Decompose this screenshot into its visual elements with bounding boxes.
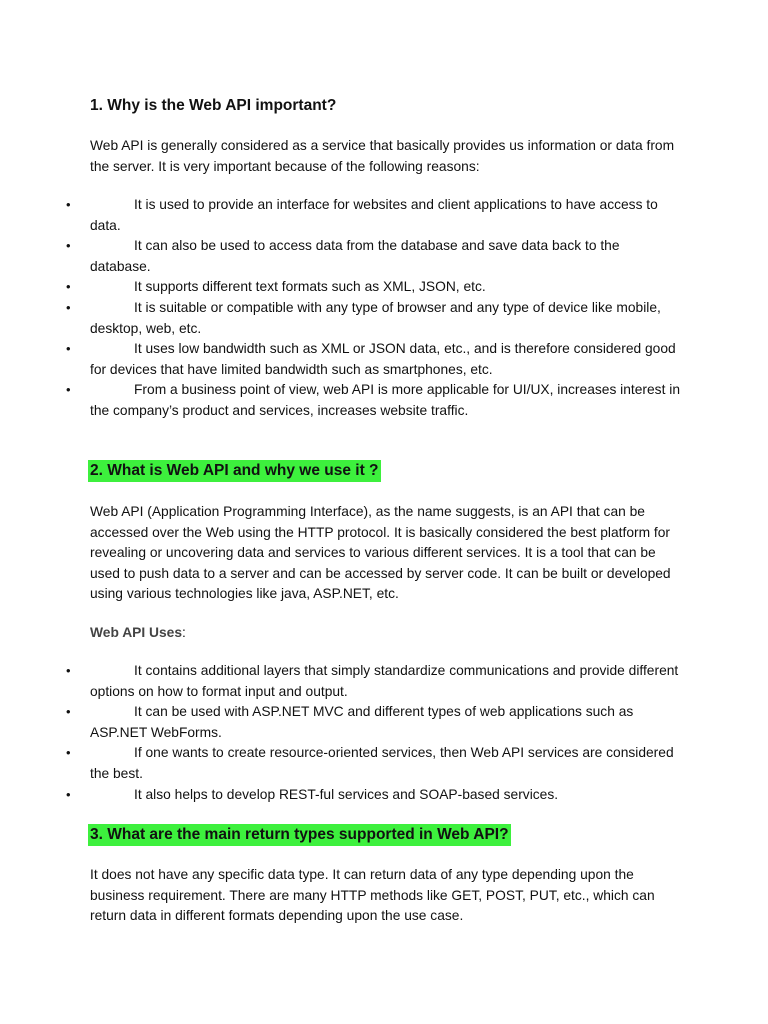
list-item: • It can also be used to access data from the database and save data back to the database. [66, 238, 620, 274]
list-item: • It supports different text formats such as XML, JSON, etc. [0, 277, 680, 298]
bullet-icon: • [66, 279, 71, 295]
bullet-icon: • [66, 663, 71, 678]
section2-bullet-list [0, 661, 680, 805]
bullet-icon: • [66, 299, 71, 315]
list-item: • It is used to provide an interface for websites and client applications to have access to data. [66, 197, 658, 233]
section3-intro: It does not have any specific data type. It can return data of any type depending upon the business requirement. There are many HTTP methods like GET, POST, PUT, etc., which can return data in different formats depending upon the use case. [90, 867, 655, 924]
section3-heading: 3. What are the main return types supported in Web API? [88, 824, 511, 846]
list-item: • If one wants to create resource-oriented services, then Web API services are considered the best. [66, 745, 674, 781]
web-api-uses-colon: : [182, 625, 186, 640]
section1-intro: Web API is generally considered as a service that basically provides us information or data from the server. It is very important because of the following reasons: [90, 138, 675, 174]
bullet-icon: • [66, 197, 71, 212]
section2-intro: Web API (Application Programming Interface), as the name suggests, is an API that can be accessed over the Web using the HTTP protocol. It is basically considered the best platform for revealing or uncovering data and services to various different services. It is a tool that can be used to push data to a server and can be accessed by server code. It can be built or developed using various technologies like java, ASP.NET, etc. [90, 504, 671, 602]
section2-heading: 2. What is Web API and why we use it ? [88, 460, 381, 482]
list-item: • It can be used with ASP.NET MVC and different types of web applications such as ASP.NET WebForms. [66, 704, 634, 740]
list-item: • From a business point of view, web API is more applicable for UI/UX, increases interest in the company’s product and services, increases website traffic. [66, 382, 680, 418]
bullet-icon: • [66, 745, 71, 761]
bullet-icon: • [66, 382, 71, 398]
bullet-icon: • [66, 704, 71, 720]
bullet-icon: • [66, 786, 71, 802]
list-item: • It is suitable or compatible with any type of browser and any type of device like mobile, desktop, web, etc. [66, 299, 661, 336]
section1-heading: 1. Why is the Web API important? [90, 97, 337, 114]
section1-bullet-list [0, 195, 680, 422]
web-api-uses-title: Web API Uses [90, 625, 183, 640]
bullet-icon: • [66, 341, 71, 357]
web-api-uses-label [90, 623, 680, 644]
bullet-icon: • [66, 238, 71, 254]
list-item: • It contains additional layers that simply standardize communications and provide different options on how to format input and output. [66, 663, 679, 699]
list-item: • It also helps to develop REST-ful services and SOAP-based services. [0, 785, 680, 806]
list-item: • It uses low bandwidth such as XML or JSON data, etc., and is therefore considered good for devices that have limited bandwidth such as smartphones, etc. [66, 341, 676, 377]
